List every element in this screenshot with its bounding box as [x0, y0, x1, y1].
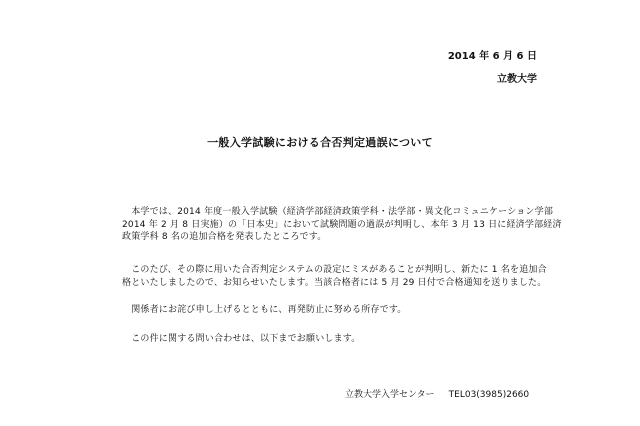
contact-office: 立教大学入学センター	[345, 390, 435, 400]
paragraph-line: 格といたしましたので、お知らせいたします。当該合格者には 5 月 29 日付で合格通知を送りました。	[122, 277, 547, 288]
paragraph-line: 本学では、2014 年度一般入学試験（経済学部経済政策学科・法学部・異文化コミュニケーション学部	[122, 207, 554, 217]
paragraph-line: このたび、その際に用いた合否判定システムの設定にミスがあることが判明し、新たに 1 名を追加合	[122, 265, 547, 275]
paragraph-line: 政策学科 8 名の追加合格を発表したところです。	[122, 232, 327, 242]
paragraph-apology	[122, 304, 542, 317]
issue-date: 2014 年 6 月 6 日	[447, 51, 537, 62]
paragraph-announcement	[122, 264, 547, 289]
document-title: 一般入学試験における合否判定過誤について	[207, 136, 433, 149]
contact-info	[345, 387, 529, 400]
issuing-organization: 立教大学	[497, 74, 537, 85]
paragraph-background	[122, 206, 562, 244]
paragraph-line: この件に関する問い合わせは、以下までお願いします。	[122, 334, 361, 344]
contact-phone: TEL03(3985)2660	[448, 390, 530, 400]
paragraph-line: 関係者にお詫び申し上げるとともに、再発防止に努める所存です。	[122, 305, 407, 315]
paragraph-inquiry	[122, 333, 542, 346]
paragraph-line: 2014 年 2 月 8 日実施）の「日本史」において試験問題の過誤が判明し、本年 3 月 13 日に経済学部経済	[122, 219, 562, 230]
